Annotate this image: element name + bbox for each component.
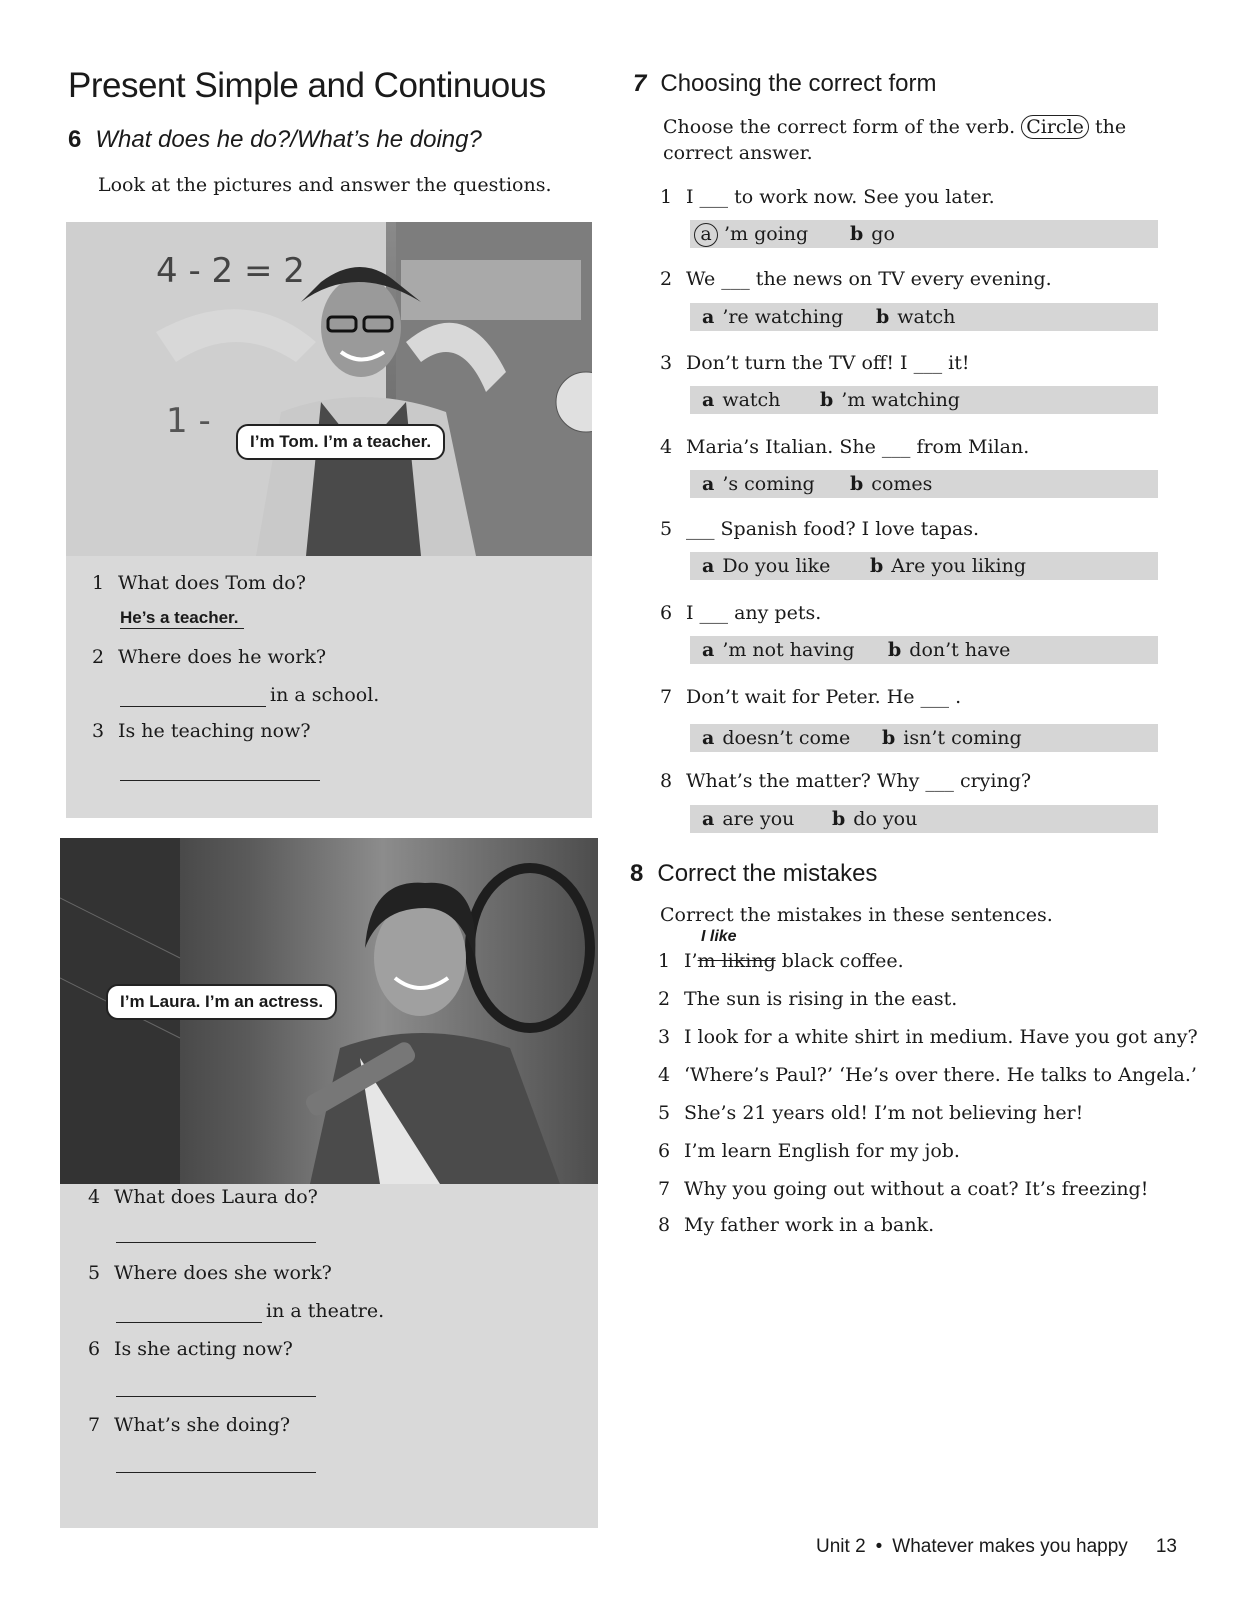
tom-speech-bubble: I’m Tom. I’m a teacher. bbox=[236, 424, 445, 460]
question-6: 6 Is she acting now? bbox=[88, 1338, 293, 1360]
footer-unit-title: Whatever makes you happy bbox=[892, 1536, 1128, 1557]
option-a[interactable]: a doesn’t come bbox=[702, 727, 851, 749]
ex7-item-5: 5 ___ Spanish food? I love tapas. bbox=[660, 518, 980, 540]
ex7-options-6 bbox=[690, 636, 1158, 664]
ex7-item-6: 6 I ___ any pets. bbox=[660, 602, 822, 624]
struck-text: m liking bbox=[697, 950, 776, 972]
svg-text:1 -: 1 - bbox=[166, 401, 211, 441]
answer-4-blank[interactable] bbox=[116, 1242, 316, 1243]
ex8-item-1: 1 I’m liking black coffee. bbox=[658, 950, 904, 972]
ex8-item-2: 2 The sun is rising in the east. bbox=[658, 988, 958, 1010]
example-correction-handwritten: I like bbox=[701, 928, 737, 945]
answer-6-blank[interactable] bbox=[116, 1396, 316, 1397]
exercise-7-number: 7 bbox=[633, 70, 647, 97]
answer-2-suffix: in a school. bbox=[270, 684, 380, 706]
option-a[interactable]: a Do you like bbox=[702, 555, 831, 577]
svg-text:4 - 2 = 2: 4 - 2 = 2 bbox=[156, 251, 305, 291]
option-b[interactable]: b don’t have bbox=[888, 639, 1011, 661]
ex8-item-7: 7 Why you going out without a coat? It’s freezing! bbox=[658, 1178, 1149, 1200]
question-1: 1 What does Tom do? bbox=[92, 572, 306, 594]
ex7-item-7: 7 Don’t wait for Peter. He ___ . bbox=[660, 686, 962, 708]
question-3: 3 Is he teaching now? bbox=[92, 720, 311, 742]
exercise-6-heading bbox=[68, 126, 482, 154]
option-b[interactable]: b go bbox=[850, 223, 895, 245]
option-a[interactable]: a ’re watching bbox=[702, 306, 844, 328]
answer-2-blank[interactable] bbox=[120, 706, 266, 707]
ex8-item-8: 8 My father work in a bank. bbox=[658, 1214, 935, 1236]
page-footer bbox=[816, 1536, 1177, 1558]
answer-5-suffix: in a theatre. bbox=[266, 1300, 385, 1322]
page-number: 13 bbox=[1155, 1536, 1177, 1557]
laura-speech-bubble: I’m Laura. I’m an actress. bbox=[106, 984, 337, 1020]
exercise-8-title: Correct the mistakes bbox=[657, 860, 878, 887]
answer-1-handwritten: He’s a teacher. bbox=[120, 608, 244, 629]
exercise-7-instruction: Choose the correct form of the verb. Circle the correct answer. bbox=[663, 116, 1127, 164]
option-b[interactable]: b watch bbox=[876, 306, 956, 328]
ex8-item-6: 6 I’m learn English for my job. bbox=[658, 1140, 960, 1162]
classroom-illustration bbox=[66, 222, 592, 556]
option-a[interactable]: a are you bbox=[702, 808, 795, 830]
ex7-options-1 bbox=[690, 220, 1158, 248]
exercise-7-title: Choosing the correct form bbox=[660, 70, 937, 97]
question-2: 2 Where does he work? bbox=[92, 646, 327, 668]
ex7-options-5 bbox=[690, 552, 1158, 580]
answer-7-blank[interactable] bbox=[116, 1472, 316, 1473]
ex8-item-3: 3 I look for a white shirt in medium. Have you got any? bbox=[658, 1026, 1198, 1048]
ex7-item-1: 1 I ___ to work now. See you later. bbox=[660, 186, 995, 208]
ex7-options-2 bbox=[690, 303, 1158, 331]
option-b[interactable]: b ’m watching bbox=[820, 389, 960, 411]
option-b[interactable]: b Are you liking bbox=[870, 555, 1026, 577]
ex8-item-4: 4 ‘Where’s Paul?’ ‘He’s over there. He talks to Angela.’ bbox=[658, 1064, 1197, 1086]
option-b[interactable]: b isn’t coming bbox=[882, 727, 1022, 749]
exercise-7-heading bbox=[633, 70, 936, 98]
circle-word: Circle bbox=[1021, 115, 1089, 139]
exercise-8-instruction: Correct the mistakes in these sentences. bbox=[660, 904, 1053, 926]
ex7-item-4: 4 Maria’s Italian. She ___ from Milan. bbox=[660, 436, 1030, 458]
laura-panel bbox=[60, 838, 598, 1528]
question-7: 7 What’s she doing? bbox=[88, 1414, 291, 1436]
circled-option-mark: a bbox=[694, 223, 718, 247]
option-a[interactable]: a ’s coming bbox=[702, 473, 815, 495]
footer-bullet: • bbox=[875, 1536, 883, 1557]
option-a[interactable]: a ’m not having bbox=[702, 639, 855, 661]
page-title: Present Simple and Continuous bbox=[68, 66, 546, 105]
exercise-6-instruction: Look at the pictures and answer the questions. bbox=[98, 174, 552, 196]
exercise-6-title: What does he do?/What’s he doing? bbox=[95, 126, 482, 153]
exercise-8-heading bbox=[630, 860, 877, 888]
answer-5-blank[interactable] bbox=[116, 1322, 262, 1323]
ex8-item-5: 5 She’s 21 years old! I’m not believing her! bbox=[658, 1102, 1084, 1124]
ex7-item-3: 3 Don’t turn the TV off! I ___ it! bbox=[660, 352, 970, 374]
ex7-item-2: 2 We ___ the news on TV every evening. bbox=[660, 268, 1052, 290]
ex7-options-4 bbox=[690, 470, 1158, 498]
ex7-item-8: 8 What’s the matter? Why ___ crying? bbox=[660, 770, 1032, 792]
ex7-options-8 bbox=[690, 805, 1158, 833]
ex7-options-3 bbox=[690, 386, 1158, 414]
tom-panel bbox=[66, 222, 592, 818]
answer-3-blank[interactable] bbox=[120, 780, 320, 781]
option-b[interactable]: b do you bbox=[832, 808, 918, 830]
option-a[interactable]: a ’m going bbox=[694, 223, 808, 247]
option-a[interactable]: a watch bbox=[702, 389, 781, 411]
option-b[interactable]: b comes bbox=[850, 473, 933, 495]
exercise-8-number: 8 bbox=[630, 860, 644, 887]
tom-photo bbox=[66, 222, 592, 556]
ex7-options-7 bbox=[690, 724, 1158, 752]
footer-unit: Unit 2 bbox=[816, 1536, 866, 1557]
question-4: 4 What does Laura do? bbox=[88, 1186, 318, 1208]
question-5: 5 Where does she work? bbox=[88, 1262, 332, 1284]
exercise-6-number: 6 bbox=[68, 126, 82, 153]
